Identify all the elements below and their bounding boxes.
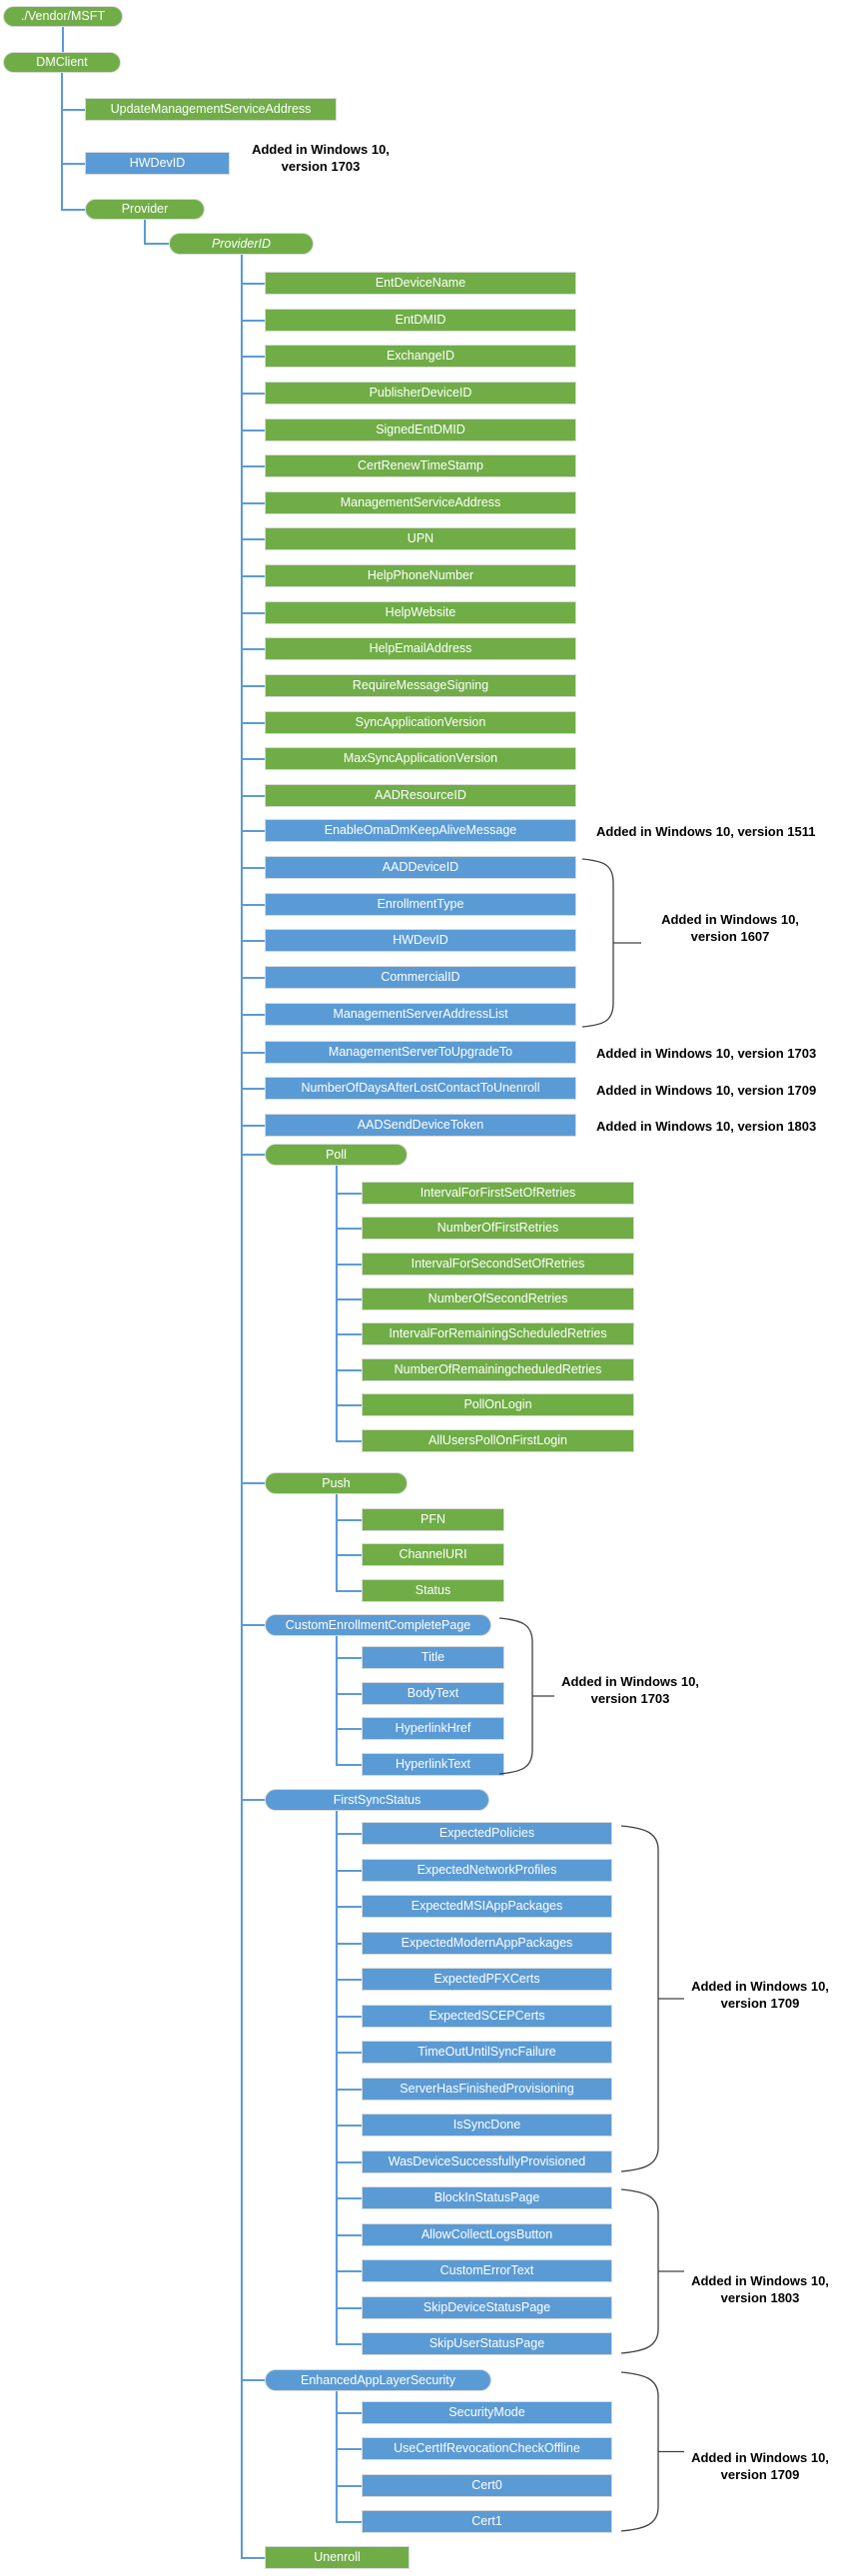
connector-line bbox=[337, 1693, 362, 1695]
annotation-enrollpage-1703 bbox=[561, 1673, 699, 1707]
node-hyperlink-text: HyperlinkText bbox=[362, 1753, 504, 1776]
connector-line bbox=[242, 795, 265, 797]
node-hwdevid-provider: HWDevID bbox=[265, 929, 576, 952]
node-number-of-first-retries: NumberOfFirstRetries bbox=[362, 1217, 634, 1240]
connector-line bbox=[337, 1333, 362, 1335]
node-management-server-address-list: ManagementServerAddressList bbox=[265, 1003, 576, 1026]
connector-line bbox=[242, 722, 265, 724]
connector-line bbox=[337, 2343, 362, 2345]
connector-line bbox=[337, 1833, 362, 1835]
brace-appsecurity-1709 bbox=[621, 2372, 684, 2531]
connector-line bbox=[242, 904, 265, 906]
connector-line bbox=[336, 2391, 338, 2523]
node-skip-user-status-page: SkipUserStatusPage bbox=[362, 2332, 612, 2355]
connector-line bbox=[242, 867, 265, 869]
node-sync-application-version: SyncApplicationVersion bbox=[265, 711, 576, 734]
node-hwdevid-dmclient: HWDevID bbox=[85, 152, 230, 175]
connector-line bbox=[336, 1636, 338, 1766]
connector-line bbox=[337, 1193, 362, 1195]
node-signed-ent-dmid: SignedEntDMID bbox=[265, 419, 576, 441]
node-aad-device-id: AADDeviceID bbox=[265, 856, 576, 879]
node-providerid: ProviderID bbox=[169, 233, 314, 255]
connector-line bbox=[242, 1052, 265, 1054]
connector-line bbox=[242, 1014, 265, 1016]
node-enhanced-app-layer-security: EnhancedAppLayerSecurity bbox=[265, 2369, 491, 2391]
node-number-of-second-retries: NumberOfSecondRetries bbox=[362, 1288, 634, 1310]
connector-line bbox=[337, 1979, 362, 1981]
annotation-line: Added in Windows 10, version 1803 bbox=[596, 1119, 817, 1134]
node-security-mode: SecurityMode bbox=[362, 2401, 612, 2424]
connector-line bbox=[242, 320, 265, 322]
connector-line bbox=[242, 648, 265, 650]
node-enable-oma-dm-keep-alive-message: EnableOmaDmKeepAliveMessage bbox=[265, 819, 576, 842]
node-was-device-successfully-provisioned: WasDeviceSuccessfullyProvisioned bbox=[362, 2150, 612, 2173]
annotation-line: Added in Windows 10, bbox=[691, 2273, 829, 2288]
connector-line bbox=[337, 2485, 362, 2487]
connector-line bbox=[337, 1369, 362, 1371]
node-expected-msi-app-packages: ExpectedMSIAppPackages bbox=[362, 1895, 612, 1918]
connector-line bbox=[337, 2448, 362, 2450]
connector-line bbox=[337, 1554, 362, 1556]
annotation-line: version 1703 bbox=[281, 159, 361, 174]
connector-line bbox=[337, 2412, 362, 2414]
node-expected-network-profiles: ExpectedNetworkProfiles bbox=[362, 1859, 612, 1882]
node-management-server-to-upgrade-to: ManagementServerToUpgradeTo bbox=[265, 1041, 576, 1064]
connector-line bbox=[337, 2307, 362, 2309]
connector-line bbox=[337, 2052, 362, 2054]
node-expected-pfx-certs: ExpectedPFXCerts bbox=[362, 1968, 612, 1991]
connector-line bbox=[242, 283, 265, 285]
connector-line bbox=[337, 2521, 362, 2523]
node-require-message-signing: RequireMessageSigning bbox=[265, 674, 576, 697]
connector-line bbox=[61, 73, 63, 211]
connector-line bbox=[144, 220, 146, 245]
node-use-cert-if-revocation-check-offline: UseCertIfRevocationCheckOffline bbox=[362, 2437, 612, 2460]
annotation-line: Added in Windows 10, bbox=[691, 1979, 829, 1994]
node-aad-resource-id: AADResourceID bbox=[265, 784, 576, 807]
connector-line bbox=[337, 1298, 362, 1300]
connector-line bbox=[337, 1657, 362, 1659]
annotation-line: version 1703 bbox=[590, 1691, 670, 1706]
node-upn: UPN bbox=[265, 527, 576, 550]
annotation-line: version 1803 bbox=[720, 2290, 800, 2305]
node-help-phone-number: HelpPhoneNumber bbox=[265, 564, 576, 587]
connector-line bbox=[337, 1943, 362, 1945]
connector-line bbox=[242, 1624, 265, 1626]
connector-line bbox=[242, 1088, 265, 1090]
node-custom-error-text: CustomErrorText bbox=[362, 2259, 612, 2282]
annotation-line: version 1709 bbox=[720, 2467, 800, 2482]
connector-line bbox=[242, 538, 265, 540]
connector-line bbox=[242, 2379, 265, 2381]
annotation-line: Added in Windows 10, version 1703 bbox=[596, 1046, 817, 1061]
node-time-out-until-sync-failure: TimeOutUntilSyncFailure bbox=[362, 2041, 612, 2064]
node-interval-for-remaining-scheduled-retries: IntervalForRemainingScheduledRetries bbox=[362, 1322, 634, 1345]
connector-line bbox=[242, 685, 265, 687]
node-enrollment-type: EnrollmentType bbox=[265, 893, 576, 916]
annotation-line: Added in Windows 10, version 1511 bbox=[596, 824, 816, 839]
brace-enrollpage-1703 bbox=[499, 1618, 554, 1774]
connector-line bbox=[337, 1440, 362, 1442]
connector-line bbox=[337, 1404, 362, 1406]
connector-line bbox=[241, 255, 243, 2559]
node-update-management-service-address: UpdateManagementServiceAddress bbox=[85, 98, 337, 121]
node-provider: Provider bbox=[85, 199, 205, 220]
node-poll: Poll bbox=[265, 1144, 408, 1166]
node-expected-policies: ExpectedPolicies bbox=[362, 1822, 612, 1845]
connector-line bbox=[242, 1154, 265, 1156]
node-push: Push bbox=[265, 1472, 408, 1494]
annotation-statuspage-1803 bbox=[691, 2272, 829, 2306]
annotation-upgradeto-1703 bbox=[596, 1045, 816, 1062]
connector-line bbox=[242, 1125, 265, 1127]
annotation-line: Added in Windows 10, bbox=[561, 1674, 699, 1689]
node-channel-uri: ChannelURI bbox=[362, 1543, 504, 1566]
annotation-devicetoken-1803 bbox=[596, 1118, 816, 1135]
node-skip-device-status-page: SkipDeviceStatusPage bbox=[362, 2296, 612, 2319]
node-allow-collect-logs-button: AllowCollectLogsButton bbox=[362, 2223, 612, 2246]
node-expected-modern-app-packages: ExpectedModernAppPackages bbox=[362, 1932, 612, 1955]
connector-line bbox=[242, 465, 265, 467]
annotation-line: version 1607 bbox=[690, 929, 770, 944]
connector-line bbox=[242, 502, 265, 504]
node-aad-send-device-token: AADSendDeviceToken bbox=[265, 1114, 576, 1137]
connector-line bbox=[337, 2016, 362, 2018]
connector-line bbox=[62, 209, 85, 211]
node-number-of-remaining-scheduled-retries: NumberOfRemainingcheduledRetries bbox=[362, 1358, 634, 1381]
connector-line bbox=[62, 109, 85, 111]
connector-line bbox=[242, 393, 265, 395]
connector-line bbox=[337, 1870, 362, 1872]
node-number-of-days-after-lost-contact-to-unenroll: NumberOfDaysAfterLostContactToUnenroll bbox=[265, 1077, 576, 1100]
node-publisher-device-id: PublisherDeviceID bbox=[265, 382, 576, 405]
annotation-line: version 1709 bbox=[720, 1996, 800, 2011]
node-commercial-id: CommercialID bbox=[265, 966, 576, 989]
connector-line bbox=[337, 1519, 362, 1521]
node-help-website: HelpWebsite bbox=[265, 601, 576, 624]
connector-line bbox=[242, 977, 265, 979]
node-poll-on-login: PollOnLogin bbox=[362, 1393, 634, 1416]
connector-line bbox=[336, 1811, 338, 2345]
node-title: Title bbox=[362, 1646, 504, 1669]
node-status: Status bbox=[362, 1579, 504, 1602]
node-hyperlink-href: HyperlinkHref bbox=[362, 1717, 504, 1740]
connector-line bbox=[337, 2270, 362, 2272]
annotation-lostcontact-1709 bbox=[596, 1082, 816, 1099]
connector-line bbox=[337, 1264, 362, 1266]
node-cert0: Cert0 bbox=[362, 2474, 612, 2497]
connector-line bbox=[337, 1228, 362, 1230]
node-cert1: Cert1 bbox=[362, 2510, 612, 2533]
connector-line bbox=[336, 1166, 338, 1442]
node-help-email-address: HelpEmailAddress bbox=[265, 637, 576, 660]
node-interval-for-first-set-of-retries: IntervalForFirstSetOfRetries bbox=[362, 1182, 634, 1205]
annotation-line: Added in Windows 10, version 1709 bbox=[596, 1083, 817, 1098]
annotation-hwdevid-1703 bbox=[252, 141, 390, 175]
node-dmclient: DMClient bbox=[3, 52, 121, 73]
connector-line bbox=[242, 575, 265, 577]
connector-line bbox=[337, 2161, 362, 2163]
connector-line bbox=[62, 27, 64, 52]
node-server-has-finished-provisioning: ServerHasFinishedProvisioning bbox=[362, 2078, 612, 2101]
connector-line bbox=[337, 1906, 362, 1908]
brace-firstsync-1709 bbox=[621, 1826, 684, 2171]
node-expected-scep-certs: ExpectedSCEPCerts bbox=[362, 2005, 612, 2028]
connector-line bbox=[242, 1799, 265, 1801]
node-ent-dmid: EntDMID bbox=[265, 309, 576, 332]
connector-line bbox=[337, 2125, 362, 2127]
node-management-service-address: ManagementServiceAddress bbox=[265, 491, 576, 514]
connector-line bbox=[242, 830, 265, 832]
connector-line bbox=[337, 2197, 362, 2199]
node-is-sync-done: IsSyncDone bbox=[362, 2114, 612, 2137]
annotation-firstsync-1709 bbox=[691, 1978, 829, 2012]
annotation-appsecurity-1709 bbox=[691, 2449, 829, 2483]
connector-line bbox=[242, 2557, 265, 2559]
connector-line bbox=[242, 940, 265, 942]
node-cert-renew-time-stamp: CertRenewTimeStamp bbox=[265, 454, 576, 477]
annotation-line: Added in Windows 10, bbox=[252, 142, 390, 157]
node-custom-enrollment-complete-page: CustomEnrollmentCompletePage bbox=[265, 1614, 491, 1636]
annotation-line: Added in Windows 10, bbox=[691, 2450, 829, 2465]
connector-line bbox=[242, 612, 265, 614]
node-unenroll: Unenroll bbox=[265, 2546, 410, 2569]
node-exchange-id: ExchangeID bbox=[265, 345, 576, 368]
connector-line bbox=[337, 1764, 362, 1766]
connector-line bbox=[337, 2234, 362, 2236]
connector-line bbox=[62, 163, 85, 165]
connector-line bbox=[337, 1728, 362, 1730]
brace-statuspage-1803 bbox=[621, 2189, 684, 2353]
connector-line bbox=[337, 1590, 362, 1592]
connector-line bbox=[242, 356, 265, 358]
node-interval-for-second-set-of-retries: IntervalForSecondSetOfRetries bbox=[362, 1253, 634, 1276]
connector-line bbox=[337, 2089, 362, 2091]
node-block-in-status-page: BlockInStatusPage bbox=[362, 2186, 612, 2209]
connector-line bbox=[242, 429, 265, 431]
node-max-sync-application-version: MaxSyncApplicationVersion bbox=[265, 747, 576, 770]
brace-1607 bbox=[582, 859, 641, 1027]
connector-line bbox=[242, 758, 265, 760]
node-ent-device-name: EntDeviceName bbox=[265, 272, 576, 295]
connector-line bbox=[145, 243, 169, 245]
connector-line bbox=[336, 1494, 338, 1592]
node-all-users-poll-on-first-login: AllUsersPollOnFirstLogin bbox=[362, 1429, 634, 1452]
node-body-text: BodyText bbox=[362, 1682, 504, 1705]
annotation-keepalive-1511 bbox=[596, 823, 816, 840]
annotation-group-1607 bbox=[661, 911, 799, 945]
node-pfn: PFN bbox=[362, 1508, 504, 1531]
node-first-sync-status: FirstSyncStatus bbox=[265, 1789, 489, 1811]
annotation-line: Added in Windows 10, bbox=[661, 912, 799, 927]
connector-line bbox=[242, 1482, 265, 1484]
node-vendor-msft: ./Vendor/MSFT bbox=[3, 6, 123, 27]
